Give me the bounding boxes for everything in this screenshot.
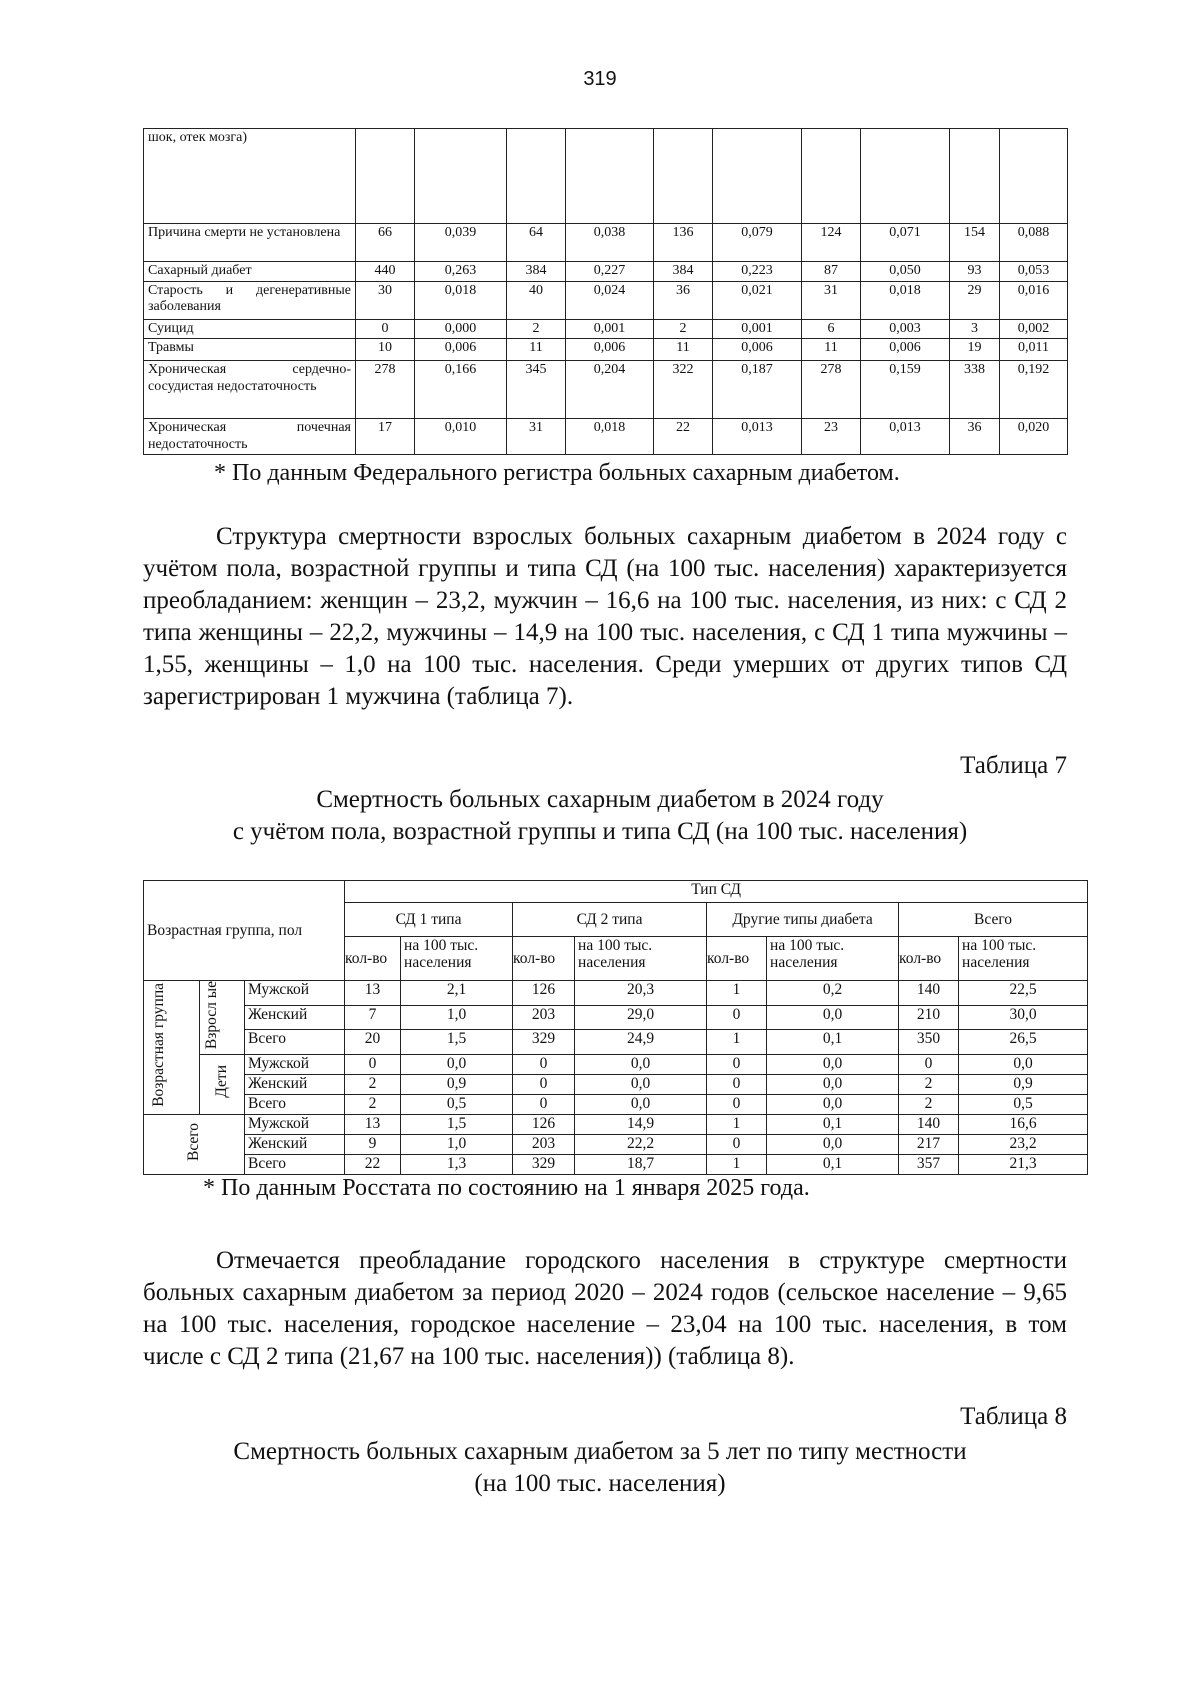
table-row xyxy=(144,1054,1088,1074)
table-cell: 0,006 xyxy=(415,339,507,361)
sex-cell: Всего xyxy=(245,1030,345,1055)
sex-cell: Женский xyxy=(245,1074,345,1094)
table-cell: 0,003 xyxy=(861,319,950,339)
table-cell: 23 xyxy=(802,419,861,455)
table-cell: 2 xyxy=(654,319,713,339)
table-cell: 0,0 xyxy=(959,1054,1088,1074)
table-cell: 126 xyxy=(513,1114,575,1134)
table-cell: 0,0 xyxy=(575,1094,707,1114)
table-cell: 0,0 xyxy=(767,1074,899,1094)
header-group: Другие типы диабета xyxy=(707,903,899,937)
table-cell: 0,001 xyxy=(566,319,654,339)
table-cell: 350 xyxy=(899,1030,959,1055)
table-row xyxy=(144,419,1068,455)
table8-label: Таблица 8 xyxy=(960,1403,1067,1430)
table-cell: 217 xyxy=(899,1134,959,1154)
table-cell: 0,053 xyxy=(1000,262,1068,282)
header-count: кол-во xyxy=(345,937,401,981)
table-row xyxy=(144,319,1068,339)
table-cell: 0,018 xyxy=(415,281,507,319)
table-cell: 126 xyxy=(513,981,575,1006)
table-cell: 11 xyxy=(802,339,861,361)
table-cell: 17 xyxy=(356,419,415,455)
sex-cell: Женский xyxy=(245,1005,345,1030)
table-cell: 0 xyxy=(899,1054,959,1074)
table-cell: 0,006 xyxy=(861,339,950,361)
table-cell: 0,013 xyxy=(713,419,802,455)
table-cell: шок, отек мозга) xyxy=(144,129,356,224)
table-cell: 0,192 xyxy=(1000,361,1068,419)
header-type: Тип СД xyxy=(345,881,1088,903)
table-cell: 1,5 xyxy=(401,1030,513,1055)
table-cell: 0,071 xyxy=(861,224,950,262)
table-cell: 136 xyxy=(654,224,713,262)
table-cell: 1 xyxy=(707,1114,767,1134)
table-cell: 30 xyxy=(356,281,415,319)
table-cell: 0,020 xyxy=(1000,419,1068,455)
table-cell: 23,2 xyxy=(959,1134,1088,1154)
table-cell: 384 xyxy=(654,262,713,282)
table-cell: 0 xyxy=(707,1054,767,1074)
table-cell: 1,3 xyxy=(401,1154,513,1174)
table-cell: 0,024 xyxy=(566,281,654,319)
table-cell: 210 xyxy=(899,1005,959,1030)
table-cell: 0,9 xyxy=(959,1074,1088,1094)
table-row xyxy=(144,1074,1088,1094)
table8-title-line1: Смертность больных сахарным диабетом за 5 лет по типу местности xyxy=(233,1438,967,1465)
table-cell: 329 xyxy=(513,1030,575,1055)
table-cell: 22,2 xyxy=(575,1134,707,1154)
header-count: кол-во xyxy=(513,937,575,981)
paragraph-1: Структура смертности взрослых больных сахарным диабетом в 2024 году с учётом пола, возрастной группы и типа СД (на 100 тыс. населения) характеризуется преобладанием: женщин – 23,2, мужчин – 16,6 на 100 тыс. населения, из них: с СД 2 типа женщины – 22,2, мужчины – 14,9 на 100 тыс. населения, с СД 1 типа мужчины – 1,55, женщины – 1,0 на 100 тыс. населения. Среди умерших от других типов СД зарегистрирован 1 мужчина (таблица 7). xyxy=(143,523,1067,710)
sex-cell: Всего xyxy=(245,1154,345,1174)
table-cell: 0,016 xyxy=(1000,281,1068,319)
table7-footnote: * По данным Росстата по состоянию на 1 января 2025 года. xyxy=(203,1175,810,1201)
table-cell: 357 xyxy=(899,1154,959,1174)
table-row xyxy=(144,1114,1088,1134)
table-cell: 0,2 xyxy=(767,981,899,1006)
table-cell: 22 xyxy=(345,1154,401,1174)
row-label: Хроническая почечная недостаточность xyxy=(144,419,356,455)
table-cell: 11 xyxy=(507,339,566,361)
table-cell: 0,9 xyxy=(401,1074,513,1094)
table-cell: 13 xyxy=(345,1114,401,1134)
table-cell: 345 xyxy=(507,361,566,419)
table-cell: 0,011 xyxy=(1000,339,1068,361)
table-cell: 0,263 xyxy=(415,262,507,282)
table7-title-line1: Смертность больных сахарным диабетом в 2024 году xyxy=(316,786,884,813)
table-cell: 22 xyxy=(654,419,713,455)
table7-label: Таблица 7 xyxy=(960,752,1067,779)
table-cell: 0,013 xyxy=(861,419,950,455)
table-cell: 0 xyxy=(707,1094,767,1114)
table-cell: 329 xyxy=(513,1154,575,1174)
header-group: СД 1 типа xyxy=(345,903,513,937)
sex-cell: Мужской xyxy=(245,1114,345,1134)
paragraph-2: Отмечается преобладание городского населения в структуре смертности больных сахарным диабетом за период 2020 – 2024 годов (сельское население – 9,65 на 100 тыс. населения, городское население – 23,04 на 100 тыс. населения, в том числе с СД 2 типа (21,67 на 100 тыс. населения)) (таблица 8). xyxy=(143,1247,1067,1370)
table-cell: 154 xyxy=(950,224,1000,262)
table-cell: 203 xyxy=(513,1005,575,1030)
table-cell: 384 xyxy=(507,262,566,282)
table-cell: 1 xyxy=(707,981,767,1006)
table-cell: 0,0 xyxy=(767,1005,899,1030)
table-row xyxy=(144,981,1088,1006)
table-cell: 322 xyxy=(654,361,713,419)
table-cell: 18,7 xyxy=(575,1154,707,1174)
table-cell: 13 xyxy=(345,981,401,1006)
table-cell: 0,0 xyxy=(767,1094,899,1114)
table-cell: 0,039 xyxy=(415,224,507,262)
table-cell: 0,006 xyxy=(713,339,802,361)
table-row xyxy=(144,339,1068,361)
table-cell: 338 xyxy=(950,361,1000,419)
table-cell: 203 xyxy=(513,1134,575,1154)
table-cell: 140 xyxy=(899,981,959,1006)
table-cell: 0,010 xyxy=(415,419,507,455)
table-cell: 0,159 xyxy=(861,361,950,419)
table-cell: 2 xyxy=(345,1074,401,1094)
table-cell: 0 xyxy=(707,1134,767,1154)
table-cell: 0,0 xyxy=(575,1074,707,1094)
table-cell: 1 xyxy=(707,1154,767,1174)
children-cell: Дети xyxy=(200,1054,245,1114)
row-label: Хроническая сердечно-сосудистая недостаточность xyxy=(144,361,356,419)
table-cell: 2 xyxy=(345,1094,401,1114)
table-cell: 0,079 xyxy=(713,224,802,262)
table-cell: 0,5 xyxy=(959,1094,1088,1114)
table-cell: 0,204 xyxy=(566,361,654,419)
table-cell: 93 xyxy=(950,262,1000,282)
row-label: Суицид xyxy=(144,319,356,339)
table-cell: 0,1 xyxy=(767,1030,899,1055)
table-cell: 0,0 xyxy=(575,1054,707,1074)
table-cell: 0,018 xyxy=(566,419,654,455)
table-cell: 31 xyxy=(507,419,566,455)
header-count: кол-во xyxy=(707,937,767,981)
table-cell: 0 xyxy=(707,1074,767,1094)
row-label: Причина смерти не установлена xyxy=(144,224,356,262)
table-cell: 0,187 xyxy=(713,361,802,419)
header-count: кол-во xyxy=(899,937,959,981)
table-row xyxy=(144,1030,1088,1055)
table-cell: 0 xyxy=(356,319,415,339)
table-cell: 20 xyxy=(345,1030,401,1055)
table-cell: 124 xyxy=(802,224,861,262)
header-rate: на 100 тыс. населения xyxy=(767,937,899,981)
table-cell: 0,001 xyxy=(713,319,802,339)
table-cell: 29,0 xyxy=(575,1005,707,1030)
table-cell: 0,038 xyxy=(566,224,654,262)
total-group-cell: Всего xyxy=(144,1114,245,1174)
table-cell: 0,223 xyxy=(713,262,802,282)
table-cell: 140 xyxy=(899,1114,959,1134)
table-cell: 0,227 xyxy=(566,262,654,282)
table7-title-line2: с учётом пола, возрастной группы и типа СД (на 100 тыс. населения) xyxy=(232,818,968,845)
table-cell: 24,9 xyxy=(575,1030,707,1055)
table-cell: 0,1 xyxy=(767,1114,899,1134)
header-rate: на 100 тыс. населения xyxy=(959,937,1088,981)
table-row xyxy=(144,281,1068,319)
table-cell: 0,166 xyxy=(415,361,507,419)
table-cell: 2 xyxy=(507,319,566,339)
table-cell: 36 xyxy=(654,281,713,319)
table-cell: 0,006 xyxy=(566,339,654,361)
row-label: Старость и дегенеративные заболевания xyxy=(144,281,356,319)
sex-cell: Всего xyxy=(245,1094,345,1114)
table-cell: 0,018 xyxy=(861,281,950,319)
table-cell: 29 xyxy=(950,281,1000,319)
table-cell: 7 xyxy=(345,1005,401,1030)
table-cell: 64 xyxy=(507,224,566,262)
table-cell: 31 xyxy=(802,281,861,319)
sex-cell: Мужской xyxy=(245,1054,345,1074)
table-cell: 6 xyxy=(802,319,861,339)
table-cell: 1,5 xyxy=(401,1114,513,1134)
table-cell: 22,5 xyxy=(959,981,1088,1006)
mortality-2024-table xyxy=(143,880,1088,1175)
table-cell: 0 xyxy=(513,1094,575,1114)
table-cell: 0,021 xyxy=(713,281,802,319)
table-cell: 9 xyxy=(345,1134,401,1154)
age-group-cell: Возрастная группа xyxy=(144,981,200,1115)
table-cell: 1,0 xyxy=(401,1005,513,1030)
page-number: 319 xyxy=(583,68,617,90)
table-cell: 11 xyxy=(654,339,713,361)
table-cell: 87 xyxy=(802,262,861,282)
table-row xyxy=(144,129,1068,224)
table-cell: 0,5 xyxy=(401,1094,513,1114)
table-row xyxy=(144,262,1068,282)
header-group: СД 2 типа xyxy=(513,903,707,937)
table-cell: 0 xyxy=(513,1054,575,1074)
causes-of-death-table xyxy=(143,128,1068,455)
table-cell: 1,0 xyxy=(401,1134,513,1154)
sex-cell: Мужской xyxy=(245,981,345,1006)
table8-title-line2: (на 100 тыс. населения) xyxy=(474,1470,726,1497)
table-row xyxy=(144,1094,1088,1114)
table-cell: 1 xyxy=(707,1030,767,1055)
table-row xyxy=(144,361,1068,419)
sex-cell: Женский xyxy=(245,1134,345,1154)
table1-footnote: * По данным Федерального регистра больных сахарным диабетом. xyxy=(214,460,900,486)
table-cell: 20,3 xyxy=(575,981,707,1006)
table-cell: 0,0 xyxy=(767,1054,899,1074)
table-cell: 30,0 xyxy=(959,1005,1088,1030)
table-cell: 19 xyxy=(950,339,1000,361)
table-cell: 278 xyxy=(356,361,415,419)
table-cell: 21,3 xyxy=(959,1154,1088,1174)
table-cell: 16,6 xyxy=(959,1114,1088,1134)
table-cell: 0,002 xyxy=(1000,319,1068,339)
table-row xyxy=(144,1154,1088,1174)
table-cell: 440 xyxy=(356,262,415,282)
table-cell: 278 xyxy=(802,361,861,419)
table-row xyxy=(144,224,1068,262)
header-age-sex: Возрастная группа, пол xyxy=(144,881,345,981)
table-cell: 2,1 xyxy=(401,981,513,1006)
table-cell: 14,9 xyxy=(575,1114,707,1134)
table-cell: 0,0 xyxy=(767,1134,899,1154)
header-rate: на 100 тыс. населения xyxy=(575,937,707,981)
table-cell: 0,1 xyxy=(767,1154,899,1174)
table-cell: 0 xyxy=(345,1054,401,1074)
table-row xyxy=(144,1134,1088,1154)
header-group: Всего xyxy=(899,903,1088,937)
table-cell: 26,5 xyxy=(959,1030,1088,1055)
table-cell: 0,050 xyxy=(861,262,950,282)
adults-cell: Взросл ые xyxy=(200,981,245,1055)
table-cell: 66 xyxy=(356,224,415,262)
row-label: Сахарный диабет xyxy=(144,262,356,282)
header-rate: на 100 тыс. населения xyxy=(401,937,513,981)
row-label: Травмы xyxy=(144,339,356,361)
table-cell: 0,088 xyxy=(1000,224,1068,262)
table-cell: 0,000 xyxy=(415,319,507,339)
table-cell: 40 xyxy=(507,281,566,319)
table-cell: 0,0 xyxy=(401,1054,513,1074)
table-cell: 2 xyxy=(899,1074,959,1094)
table-row xyxy=(144,1005,1088,1030)
table-cell: 2 xyxy=(899,1094,959,1114)
table-cell: 10 xyxy=(356,339,415,361)
table-cell: 0 xyxy=(513,1074,575,1094)
table-cell: 0 xyxy=(707,1005,767,1030)
table-cell: 36 xyxy=(950,419,1000,455)
table-cell: 3 xyxy=(950,319,1000,339)
